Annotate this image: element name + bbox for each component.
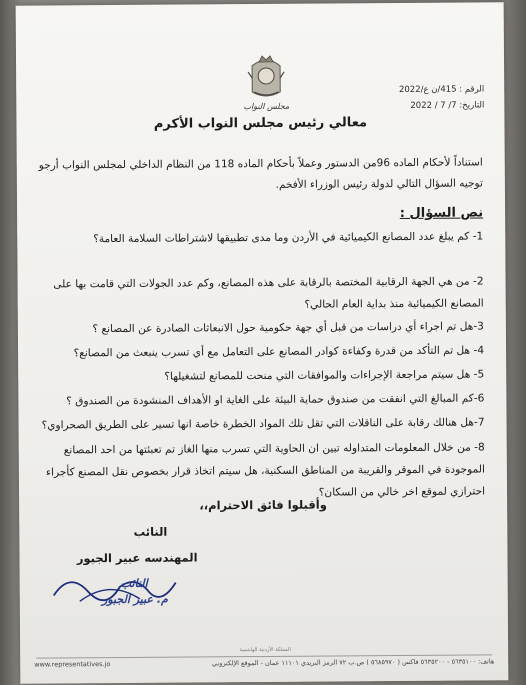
question-heading: نص السؤال : <box>399 205 484 222</box>
question-item: 6-كم المبالغ التي انفقت من صندوق حماية البيئة على الغاية او الأهداف المنشودة من الصندوق ؟ <box>66 392 485 408</box>
reference-number: الرقم : 415/ن ع/2022 <box>398 84 485 96</box>
question-item: 5- هل سيتم مراجعة الإجراءات والموافقات التي منحت للمصانع لتشغيلها؟ <box>164 368 485 383</box>
question-item: 7-هل هنالك رقابة على الناقلات التي تقل تلك المواد الخطرة خاصة انها تسير على الطريق الصحراوي؟ <box>41 416 485 432</box>
question-item: 1- كم يبلغ عدد المصانع الكيميائية في الأردن وما مدى تطبيقها لاشتراطات السلامة العامة؟ <box>93 230 484 246</box>
intro-paragraph: استناداً لأحكام الماده 96من الدستور وعملاً بأحكام الماده 118 من النظام الداخلي لمجلس النواب أرجو توجيه السؤال التالي لدولة رئيس الوزراء الأفخم. <box>38 156 483 191</box>
footer <box>34 657 494 668</box>
question-item: 3-هل تم اجراء أي دراسات من قبل أي جهة حكومية حول الانبعاثات الصادرة عن المصانع ؟ <box>92 320 484 336</box>
handwritten-signature-icon <box>50 565 180 614</box>
stamp-title: النائب <box>120 576 148 590</box>
signature-name: المهندسه عبير الجبور <box>76 550 198 566</box>
closing-line: وأقبلوا فائق الاحترام،، <box>199 497 327 513</box>
footer-logo-text: المملكة الأردنية الهاشمية <box>239 646 291 654</box>
salutation: معالي رئيس مجلس النواب الأكرم <box>153 115 368 132</box>
signature-title: النائب <box>133 524 168 539</box>
question-item: 8- من خلال المعلومات المتداوله تبين ان الحاوية التي تسرب منها الغاز تم تعبئتها من احد المصانع الموجودة في الموقر والقريبة من المناطق السكنية، هل سيتم اتخاذ قرار بخصوص نقل المصنع كأجراء احترازي لموقع اخر خالي من السكان؟ <box>45 441 486 499</box>
letter-date: التاريخ: 7/ 7 / 2022 <box>410 100 485 111</box>
letter-page <box>16 2 509 683</box>
footer-website: www.representatives.jo <box>34 660 111 669</box>
jordan-coat-of-arms-icon <box>242 52 290 102</box>
footer-contact: هاتف: ٥٦٣٥١٠٠ - ٥٦٣٥٢٠٠ فاكس ( ٥٦٨٥٩٧٠ ) ص.ب ٧٢ الرمز البريدي ١١١٠١ عمان - الموقع الإلكتروني <box>211 657 495 668</box>
question-item: 2- من هي الجهة الرقابية المختصة بالرقابة على هذه المصانع، وكم عدد الجولات التي قامت بها على المصانع الكيميائية منذ بداية العام الحالي؟ <box>53 275 484 311</box>
stamp-name: م. عبير الجبور <box>101 592 168 607</box>
question-item: 4- هل تم التأكد من قدرة وكفاءة كوادر المصانع على التعامل مع أي تسرب ينبعث من المصانع؟ <box>73 344 485 360</box>
council-name: مجلس النواب <box>243 101 290 112</box>
